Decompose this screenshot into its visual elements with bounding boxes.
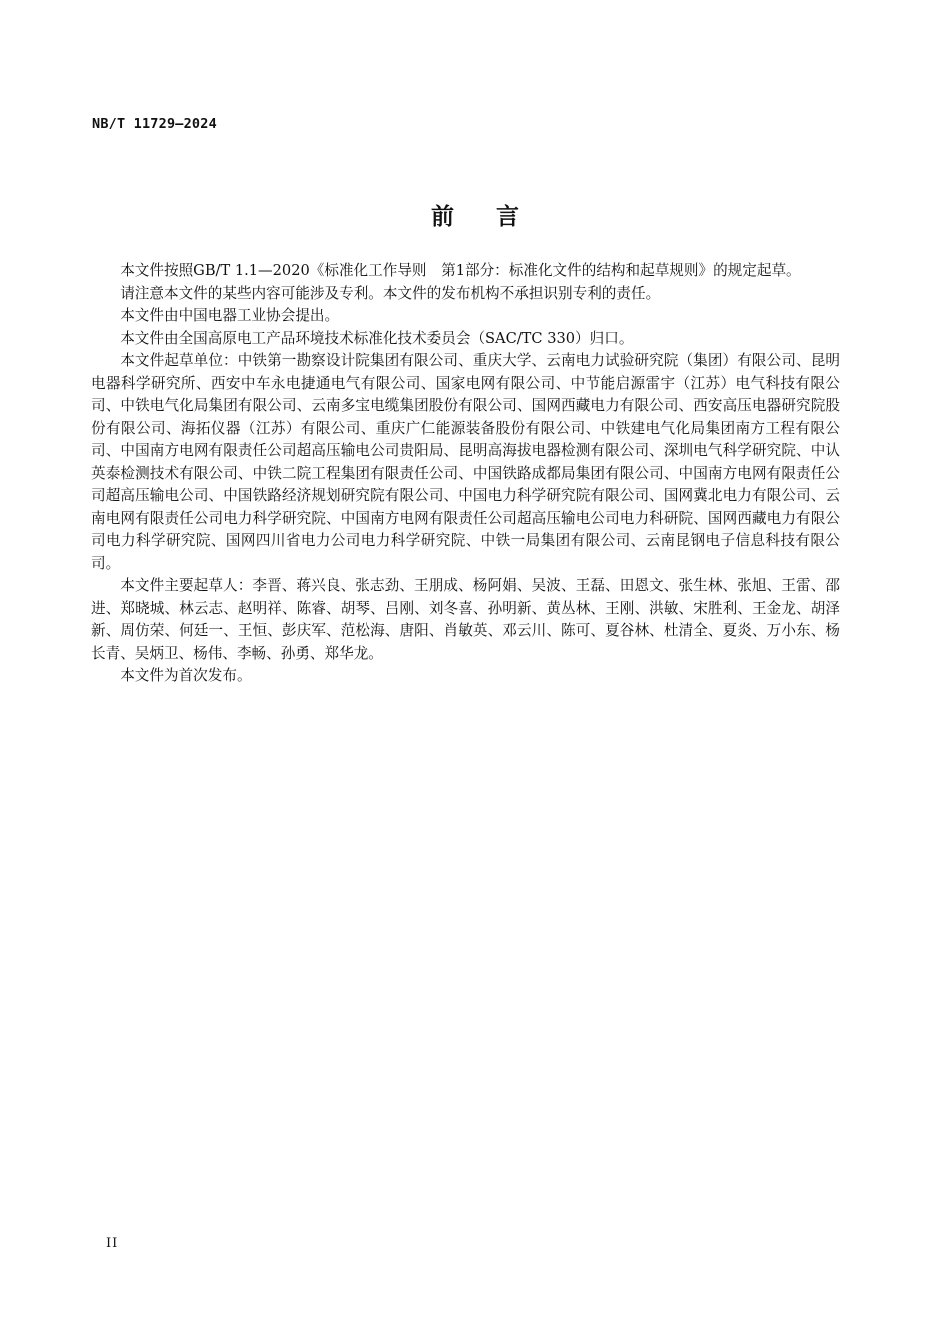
paragraph-proposer: 本文件由中国电器工业协会提出。: [120, 307, 340, 324]
paragraph-drafting-units: 本文件起草单位：中铁第一勘察设计院集团有限公司、重庆大学、云南电力试验研究院（集团）有限公司、昆明电器科学研究所、西安中车永电捷通电气有限公司、国家电网有限公司、中节能启源雷宇（江苏）电气科技有限公司、中铁电气化局集团有限公司、云南多宝电缆集团股份有限公司、国网西藏电力有限公司、西安高压电器研究院股份有限公司、海拓仪器（江苏）有限公司、重庆广仁能源装备股份有限公司、中铁建电气化局集团南方工程有限公司、中国南方电网有限责任公司超高压输电公司贵阳局、昆明高海拔电器检测有限公司、深圳电气科学研究院、中认英泰检测技术有限公司、中铁二院工程集团有限责任公司、中国铁路成都局集团有限公司、中国南方电网有限责任公司超高压输电公司、中国铁路经济规划研究院有限公司、中国电力科学研究院有限公司、国网冀北电力有限公司、云南电网有限责任公司电力科学研究院、中国南方电网有限责任公司超高压输电公司电力科研院、国网西藏电力有限公司电力科学研究院、国网四川省电力公司电力科学研究院、中铁一局集团有限公司、云南昆钢电子信息科技有限公司。: [91, 352, 840, 572]
page-number: II: [106, 1236, 119, 1251]
paragraph-first-release: 本文件为首次发布。: [120, 667, 252, 684]
paragraph-patent-notice: 请注意本文件的某些内容可能涉及专利。本文件的发布机构不承担识别专利的责任。: [120, 284, 661, 302]
page-title: 前言: [431, 204, 561, 230]
standard-code: NB/T 11729—2024: [92, 116, 217, 132]
paragraph-drafting-rules: 本文件按照GB/T 1.1—2020《标准化工作导则 第1部分：标准化文件的结构和起草规则》的规定起草。: [120, 262, 801, 279]
paragraph-committee: 本文件由全国高原电工产品环境技术标准化技术委员会（SAC/TC 330）归口。: [120, 329, 634, 347]
paragraph-drafters: 本文件主要起草人：李晋、蒋兴良、张志劲、王朋成、杨阿娟、吴波、王磊、田恩文、张生林、张旭、王雷、邵进、郑晓城、林云志、赵明祥、陈睿、胡琴、吕刚、刘冬喜、孙明新、黄丛林、王刚、洪敏、宋胜利、王金龙、胡泽新、周仿荣、何廷一、王恒、彭庆军、范松海、唐阳、肖敏英、邓云川、陈可、夏谷林、杜清全、夏炎、万小东、杨长青、吴炳卫、杨伟、李畅、孙勇、郑华龙。: [91, 577, 840, 662]
foreword-body: [91, 260, 840, 688]
